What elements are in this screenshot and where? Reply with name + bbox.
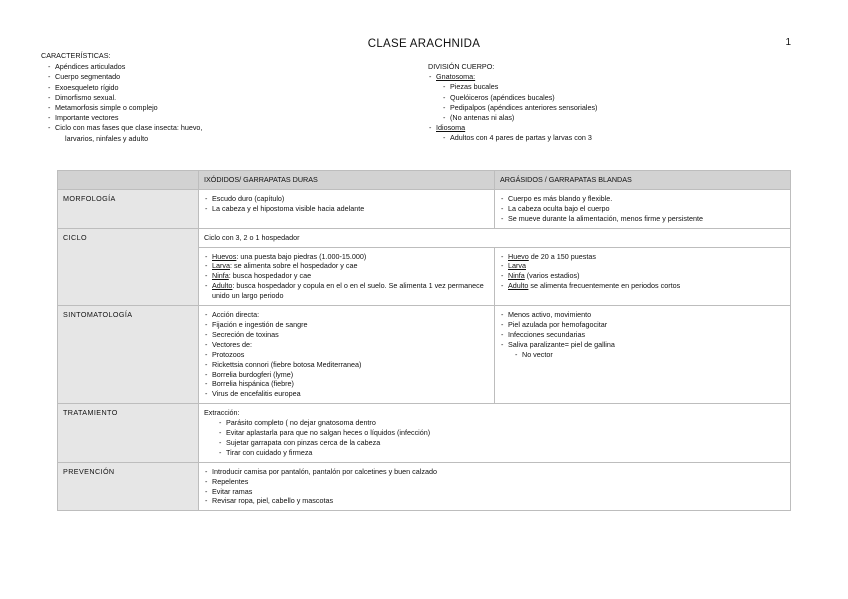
table-row	[58, 228, 791, 247]
list-item: - Exoesqueleto rígido	[55, 83, 202, 93]
list-item: - Revisar ropa, piel, cabello y mascotas	[212, 496, 786, 506]
table-header-row	[58, 171, 791, 190]
caracteristicas-list	[41, 62, 202, 133]
term: Larva	[212, 261, 230, 271]
list-item: - Metamorfosis simple o complejo	[55, 103, 202, 113]
table-cell	[495, 306, 791, 404]
term: Huevos	[212, 251, 237, 261]
caracteristicas-section	[41, 51, 202, 144]
header-blandas: ARGÁSIDOS / GARRAPATAS BLANDAS	[495, 171, 791, 190]
idiosoma-label: Idiosoma	[436, 123, 466, 133]
list-item: - Menos activo, movimiento	[508, 310, 786, 320]
tratamiento-intro: Extracción:	[204, 408, 240, 418]
list-item: - Borrelia burdogferi (lyme)	[212, 370, 490, 380]
table-cell	[495, 247, 791, 306]
definition: : una puesta bajo piedras (1.000-15.000)	[236, 251, 367, 261]
division-cuerpo-section	[428, 62, 597, 144]
row-label: TRATAMIENTO	[58, 404, 199, 463]
list-item: - Cuerpo segmentado	[55, 72, 202, 82]
list-item: - Escudo duro (capítulo)	[212, 194, 490, 204]
list-item	[212, 252, 490, 262]
list-item: - Tirar con cuidado y firmeza	[226, 448, 786, 458]
list-item: - Dimorfismo sexual.	[55, 93, 202, 103]
list-item: - Sujetar garrapata con pinzas cerca de la cabeza	[226, 438, 786, 448]
header-duras: IXÓDIDOS/ GARRAPATAS DURAS	[199, 171, 495, 190]
list-item: - Acción directa:	[212, 310, 490, 320]
list-item: - Virus de encefalitis europea	[212, 389, 490, 399]
list-item: - Piezas bucales	[450, 82, 597, 92]
list-item: - Piel azulada por hemofagocitar	[508, 320, 786, 330]
list-item: - Quelóiceros (apéndices bucales)	[450, 93, 597, 103]
list-item	[508, 281, 786, 291]
list-item	[508, 252, 786, 262]
definition: : busca hospedador y cae	[228, 271, 312, 281]
table-cell	[199, 247, 495, 306]
table-row	[58, 462, 791, 511]
idiosoma-sublist	[436, 133, 597, 143]
definition: se alimenta frecuentemente en periodos cortos	[528, 281, 681, 291]
list-item	[508, 271, 786, 281]
list-item: - Secreción de toxinas	[212, 330, 490, 340]
term: Larva	[508, 261, 526, 271]
definition: (varios estadios)	[524, 271, 580, 281]
list-item: - Adultos con 4 pares de partas y larvas con 3	[450, 133, 597, 143]
list-item	[212, 261, 490, 271]
list-item: - Evitar aplastarla para que no salgan heces o líquidos (infección)	[226, 428, 786, 438]
list-item: - Protozoos	[212, 350, 490, 360]
list-item: - (No antenas ni alas)	[450, 113, 597, 123]
table-cell-span	[199, 462, 791, 511]
list-item: - Borrelia hispánica (fiebre)	[212, 379, 490, 389]
list-item: - La cabeza oculta bajo el cuerpo	[508, 204, 786, 214]
table-cell	[199, 189, 495, 228]
list-item: - Cuerpo es más blando y flexible.	[508, 194, 786, 204]
list-item: - Fijación e ingestión de sangre	[212, 320, 490, 330]
header-empty	[58, 171, 199, 190]
table-cell	[495, 189, 791, 228]
list-item	[212, 281, 490, 301]
list-item: - Pedipalpos (apéndices anteriores sensoriales)	[450, 103, 597, 113]
table-cell-span	[199, 404, 791, 463]
division-heading: DIVISIÓN CUERPO:	[428, 62, 495, 71]
list-item: - Introducir camisa por pantalón, pantalón por calcetines y buen calzado	[212, 467, 786, 477]
list-item: - Repelentes	[212, 477, 786, 487]
definition: : busca hospedador y copula en el o en el suelo. Se alimenta 1 vez permanece unido un largo periodo	[212, 281, 484, 301]
gnatosoma-sublist	[436, 82, 597, 123]
list-item	[212, 271, 490, 281]
term: Adulto	[508, 281, 529, 291]
list-item: - Infecciones secundarias	[508, 330, 786, 340]
list-item: - La cabeza y el hipostoma visible hacia adelante	[212, 204, 490, 214]
list-item: - Vectores de:	[212, 340, 490, 350]
term: Ninfa	[508, 271, 525, 281]
list-item: - Se mueve durante la alimentación, menos firme y persistente	[508, 214, 786, 224]
caracteristicas-heading: CARACTERÍSTICAS:	[41, 51, 111, 60]
row-label: MORFOLOGÍA	[58, 189, 199, 228]
list-item: - Ciclo con mas fases que clase insecta: huevo,	[55, 123, 202, 133]
list-item	[508, 261, 786, 271]
table-row	[58, 404, 791, 463]
row-label: PREVENCIÓN	[58, 462, 199, 511]
row-label: CICLO	[58, 228, 199, 305]
definition: de 20 a 150 puestas	[528, 251, 596, 261]
list-item: - Parásito completo ( no dejar gnatosoma dentro	[226, 418, 786, 428]
table-cell-span: Ciclo con 3, 2 o 1 hospedador	[199, 228, 791, 247]
page-number: 1	[785, 37, 791, 48]
table-row	[58, 189, 791, 228]
term: Adulto	[212, 281, 233, 291]
term: Ninfa	[212, 271, 229, 281]
list-item: - Saliva paralizante= piel de gallina	[508, 340, 786, 350]
comparison-table	[57, 170, 791, 511]
document-title: CLASE ARACHNIDA	[367, 38, 481, 50]
term: Huevo	[508, 251, 529, 261]
row-label: SINTOMATOLOGÍA	[58, 306, 199, 404]
table-row	[58, 306, 791, 404]
definition: : se alimenta sobre el hospedador y cae	[229, 261, 358, 271]
division-list	[428, 72, 597, 143]
table-cell	[199, 306, 495, 404]
idiosoma-item	[436, 123, 597, 143]
list-item: - Evitar ramas	[212, 487, 786, 497]
list-item: - No vector	[522, 350, 786, 360]
gnatosoma-item	[436, 72, 597, 123]
list-item: - Importante vectores	[55, 113, 202, 123]
list-item: - Rickettsia connori (fiebre botosa Mediterranea)	[212, 360, 490, 370]
list-item-continuation: larvarios, ninfales y adulto	[65, 133, 149, 143]
list-item: - Apéndices articulados	[55, 62, 202, 72]
gnatosoma-label: Gnatosoma:	[436, 72, 476, 82]
